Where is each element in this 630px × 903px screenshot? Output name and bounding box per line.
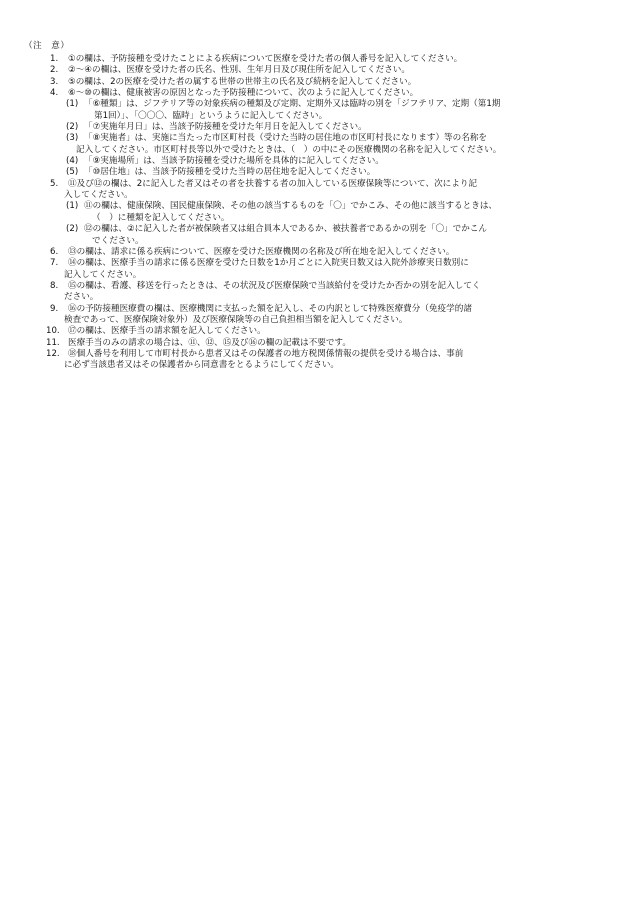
note-subitem (0, 224, 630, 247)
note-number: (2) (66, 224, 79, 235)
note-number: (5) (66, 167, 79, 178)
note-subitem (0, 156, 630, 167)
note-item (0, 65, 630, 76)
note-text-line: 医療手当のみの請求の場合は、⑪、⑫、⑮及び⑯の欄の記載は不要です。 (68, 337, 351, 348)
note-number: (1) (66, 99, 79, 110)
note-text-line: 「⑧実施者」は、実施に当たった市区町村長（受けた当時の居住地の市区町村長になります）等の名称を (84, 133, 488, 144)
note-text-line: （ ）に種類を記入してください。 (92, 212, 230, 223)
note-number: 5. (50, 178, 59, 189)
note-text-line: ⑬の欄は、請求に係る疾病について、医療を受けた医療機関の名称及び所在地を記入してください。 (68, 246, 455, 257)
notes-list (0, 54, 630, 372)
note-number: 7. (50, 258, 59, 269)
note-subitem (0, 122, 630, 133)
note-number: 8. (50, 280, 59, 291)
note-text-line: ださい。 (64, 292, 99, 303)
note-text-line: 第1回）」、「〇〇〇、臨時」というように記入してください。 (94, 110, 328, 121)
note-number: 11. (46, 337, 60, 348)
note-item (0, 326, 630, 337)
note-text-line: 「⑦実施年月日」は、当該予防接種を受けた年月日を記入してください。 (84, 122, 367, 133)
note-subitem (0, 167, 630, 178)
note-item (0, 349, 630, 372)
note-text-line: 「⑩居住地」は、当該予防接種を受けた当時の居住地を記入してください。 (84, 167, 376, 178)
note-number: 4. (50, 88, 59, 99)
note-number: (4) (66, 156, 79, 167)
note-text-line: 入してください。 (64, 190, 133, 201)
note-number: 1. (50, 54, 59, 64)
note-item (0, 54, 630, 65)
note-subitem (0, 99, 630, 122)
note-text-line: 「⑨実施場所」は、当該予防接種を受けた場所を具体的に記入してください。 (84, 156, 384, 167)
note-subitem (0, 201, 630, 224)
note-item (0, 77, 630, 88)
note-number: 9. (50, 303, 59, 314)
notes-title: （注 意） (24, 41, 70, 51)
note-text-line: ⑮の欄は、看護、移送を行ったときは、その状況及び医療保険で当該給付を受けたか否かの別を記入してく (68, 280, 481, 291)
note-number: 10. (46, 326, 60, 337)
note-number: (1) (66, 201, 79, 212)
note-item (0, 88, 630, 99)
note-text-line: ⑪及び⑫の欄は、2に記入した者又はその者を扶養する者の加入している医療保険等について、次により記 (68, 178, 478, 189)
note-number: (2) (66, 122, 79, 133)
note-text-line: ⑭の欄は、医療手当の請求に係る医療を受けた日数を1か月ごとに入院実日数又は入院外診療実日数別に (68, 258, 469, 269)
note-text-line: ⑥～⑩の欄は、健康被害の原因となった予防接種について、次のように記入してください。 (68, 88, 419, 99)
note-item (0, 258, 630, 281)
note-text-line: 検査であって、医療保険対象外）及び医療保険等の自己負担相当額を記入してください。 (64, 314, 408, 325)
note-number: 6. (50, 246, 59, 257)
note-text-line: 「⑥種類」は、ジフテリア等の対象疾病の種類及び定期、定期外又は臨時の別を「ジフテリア、定期（第1期 (84, 99, 501, 110)
note-text-line: ⑱個人番号を利用して市町村長から患者又はその保護者の地方税関係情報の提供を受ける場合は、事前 (68, 348, 464, 359)
note-number: (3) (66, 133, 79, 144)
note-text-line: に必ず当該患者又はその保護者から同意書をとるようにしてください。 (64, 360, 340, 371)
note-item (0, 247, 630, 258)
note-text-line: ⑫の欄は、②に記入した者が被保険者又は組合員本人であるか、被扶養者であるかの別を「〇」でかこん (84, 224, 488, 235)
note-text-line: ⑤の欄は、2の医療を受けた者の属する世帯の世帯主の氏名及び続柄を記入してください。 (68, 76, 417, 87)
note-number: 3. (50, 76, 59, 87)
note-number: 12. (46, 348, 60, 359)
note-text-line: 記入してください。市区町村長等以外で受けたときは、（ ）の中にその医療機関の名称を記入してください。 (76, 144, 502, 155)
note-text-line: ⑯の予防接種医療費の欄は、医療機関に支払った額を記入し、その内訳として特殊医療費分（免疫学的諸 (68, 303, 472, 314)
note-text-line: でください。 (92, 235, 144, 246)
note-text-line: ②～④の欄は、医療を受けた者の氏名、性別、生年月日及び現住所を記入してください。 (68, 65, 410, 76)
note-item (0, 338, 630, 349)
note-text-line: ⑪の欄は、健康保険、国民健康保険、その他の該当するものを「〇」でかこみ、その他に該当するときは、 (84, 201, 498, 212)
note-text-line: ⑰の欄は、医療手当の請求額を記入してください。 (68, 326, 266, 337)
note-text-line: 記入してください。 (64, 269, 142, 280)
note-item (0, 179, 630, 202)
note-item (0, 281, 630, 304)
note-item (0, 304, 630, 327)
note-subitem (0, 133, 630, 156)
note-text-line: ①の欄は、予防接種を受けたことによる疾病について医療を受けた者の個人番号を記入してください。 (68, 54, 463, 64)
note-number: 2. (50, 65, 59, 76)
